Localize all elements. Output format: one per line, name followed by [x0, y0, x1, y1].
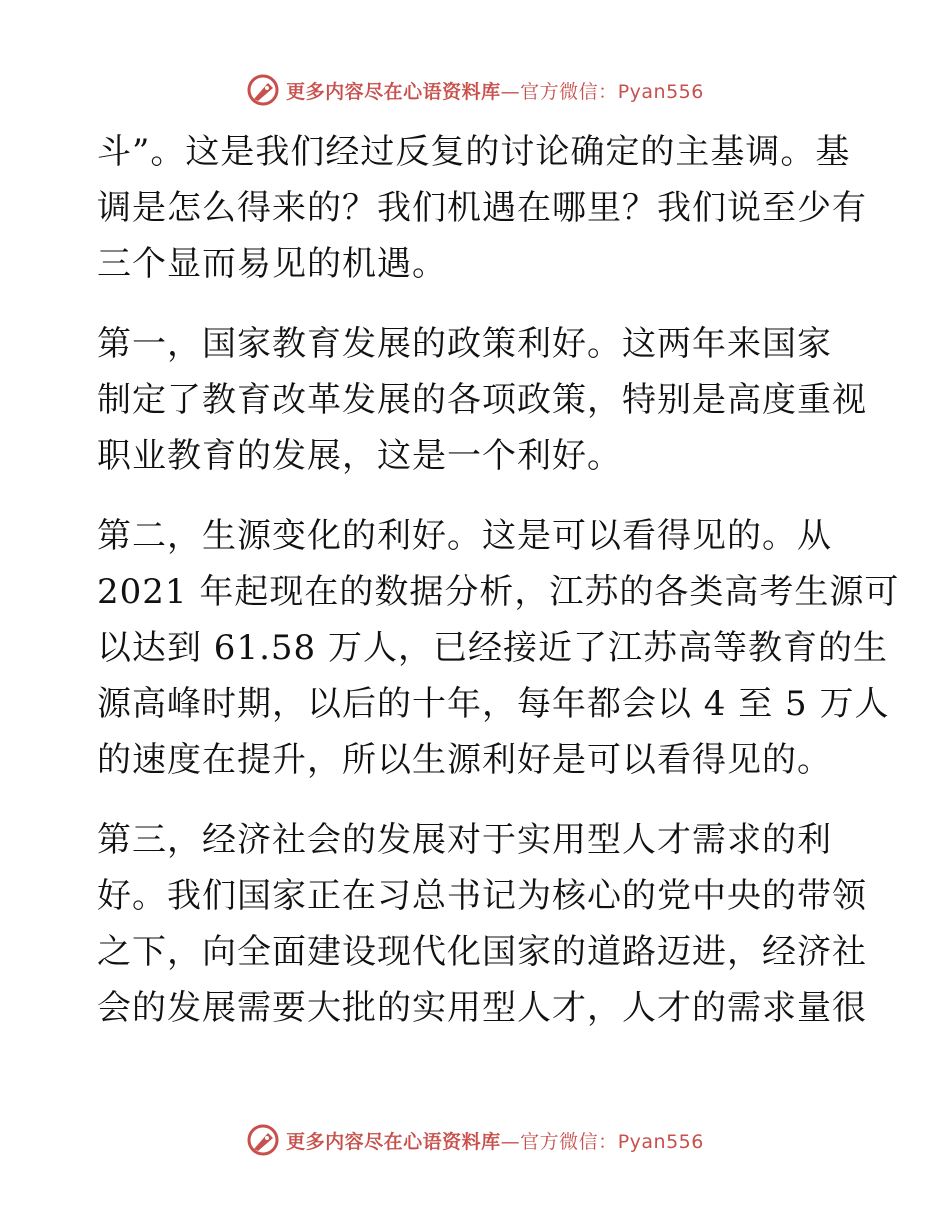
- document-body: [97, 124, 900, 1036]
- text-line: 斗”。这是我们经过反复的讨论确定的主基调。基: [97, 132, 851, 172]
- text-line: 会的发展需要大批的实用型人才，人才的需求量很: [97, 988, 867, 1028]
- text-line: 第二，生源变化的利好。这是可以看得见的。从: [97, 516, 832, 556]
- watermark-wechat-id: Pyan556: [617, 1130, 704, 1153]
- pen-nib-logo-icon: [246, 73, 280, 107]
- watermark-text: [286, 1127, 704, 1154]
- text-line: 制定了教育改革发展的各项政策，特别是高度重视: [97, 380, 867, 420]
- watermark-dash: —: [500, 80, 521, 103]
- text-line: 职业教育的发展，这是一个利好。: [97, 436, 622, 476]
- text-line: 三个显而易见的机遇。: [97, 244, 447, 284]
- text-line: 好。我们国家正在习总书记为核心的党中央的带领: [97, 876, 867, 916]
- text-line: 以达到 61.58 万人，已经接近了江苏高等教育的生: [97, 628, 888, 668]
- watermark-wechat-id: Pyan556: [617, 80, 704, 103]
- text-line: 的速度在提升，所以生源利好是可以看得见的。: [97, 740, 832, 780]
- pen-nib-logo-icon: [246, 1123, 280, 1157]
- watermark-site-text: 更多内容尽在心语资料库: [286, 80, 501, 103]
- paragraph: [97, 812, 867, 1036]
- text-line: 2021 年起现在的数据分析，江苏的各类高考生源可: [97, 572, 900, 612]
- header-watermark: [0, 70, 950, 110]
- paragraph: [97, 508, 900, 788]
- watermark-dash: —: [500, 1130, 521, 1153]
- text-line: 第三，经济社会的发展对于实用型人才需求的利: [97, 820, 832, 860]
- text-line: 第一，国家教育发展的政策利好。这两年来国家: [97, 324, 832, 364]
- text-line: 源高峰时期，以后的十年，每年都会以 4 至 5 万人: [97, 684, 890, 724]
- paragraph: [97, 316, 867, 484]
- watermark-site-text: 更多内容尽在心语资料库: [286, 1130, 501, 1153]
- watermark-wechat-label: 官方微信：: [520, 1130, 618, 1153]
- watermark-wechat-label: 官方微信：: [520, 80, 618, 103]
- watermark-text: [286, 77, 704, 104]
- text-line: 之下，向全面建设现代化国家的道路迈进，经济社: [97, 932, 867, 972]
- paragraph: [97, 124, 867, 292]
- text-line: 调是怎么得来的？我们机遇在哪里？我们说至少有: [97, 188, 867, 228]
- footer-watermark: [0, 1120, 950, 1160]
